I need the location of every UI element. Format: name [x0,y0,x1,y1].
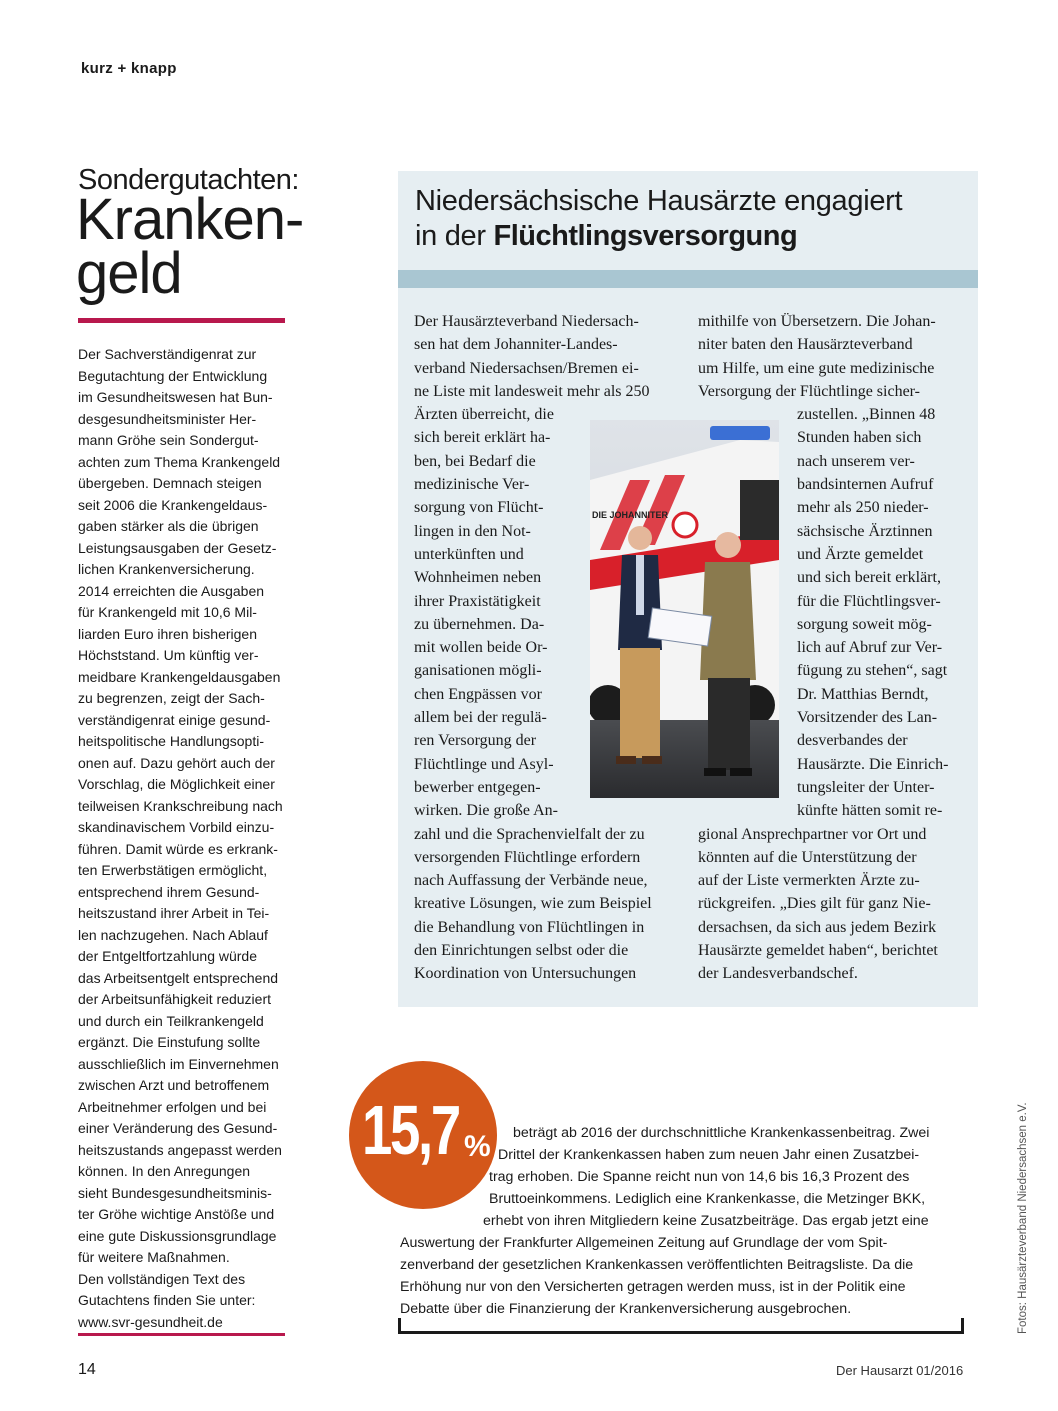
sidebar-rule-top [78,318,285,323]
sidebar-body-line: gaben stärker als die übrigen [78,518,259,534]
article-line: nach unserem ver- [797,452,915,470]
stat-text-line: erhebt von ihren Mitgliedern keine Zusatzbeiträge. Das ergab jetzt eine [483,1213,929,1229]
sidebar-body-line: ten Erwerbstätigen ermöglicht, [78,862,268,878]
stat-text-line: zenverband der gesetzlichen Krankenkassen veröffentlichten Beitragsliste. Da die [400,1257,914,1273]
sidebar-body-line: Höchststand. Um künftig ver- [78,647,259,663]
stat-text-line: Auswertung der Frankfurter Allgemeinen Zeitung auf Grundlage der vom Spit- [400,1235,888,1251]
sidebar-title-line: geld [76,241,182,306]
sidebar-body-line: der Entgeltfortzahlung würde [78,948,257,964]
article-line: ne Liste mit landesweit mehr als 250 [414,382,650,400]
article-line: lich auf Abruf zur Ver- [797,639,943,657]
article-line: zustellen. „Binnen 48 [797,406,936,424]
article-line: bewerber entgegen- [414,778,541,796]
article-line: Stunden haben sich [797,429,922,447]
article-line: für die Flüchtlingsver- [797,592,941,610]
article-line: Ärzten überreicht, die [414,406,554,424]
sidebar-body-line: heitszustands angepasst werden [78,1141,282,1158]
stat-bracket [398,1331,964,1334]
sidebar-body-line: übergeben. Demnach steigen [78,475,262,491]
article-line: zu übernehmen. Da- [414,615,545,633]
sidebar-body-line: skandinavischem Vorbild einzu- [78,819,275,835]
article-line: Vorsitzender des Lan- [797,709,938,727]
article-title-bar [398,270,978,288]
sidebar-body-line: führen. Damit würde es erkrank- [78,840,278,857]
article-line: rückgreifen. „Dies gilt für ganz Nie- [698,895,931,913]
article-line: desverbandes der [797,732,908,750]
stat-text-line: Drittel der Krankenkassen haben zum neuen Jahr einen Zusatzbei- [498,1147,920,1163]
sidebar-body-line: das Arbeitsentgelt entsprechend [78,969,279,986]
sidebar-body-line: Gutachtens finden Sie unter: [78,1292,256,1308]
article-line: ren Versorgung der [414,732,537,750]
article-line: mithilfe von Übersetzern. Die Johan- [698,313,936,330]
sidebar-body-line: ter Gröhe wichtige Anstöße und [78,1206,275,1222]
sidebar-body [78,344,290,1333]
article-line: den Einrichtungen selbst oder die [414,942,629,960]
sidebar-body-line: mann Gröhe sein Sondergut- [78,432,259,448]
stat-text-line: Debatte über die Finanzierung der Krankenversicherung ausgebrochen. [400,1301,852,1317]
article-line: sich bereit erklärt ha- [414,429,551,447]
stat-text-line: trag erhoben. Die Spanne reicht nun von 14,6 bis 16,3 Prozent des [489,1169,910,1185]
sidebar-body-line: teilweisen Krankschreibung nach [78,797,283,814]
article-line: unterkünften und [414,545,524,563]
sidebar-body-line: zu begrenzen, zeigt der Sach- [78,690,265,706]
article-line: zahl und die Sprachenvielfalt der zu [414,825,645,843]
sidebar-body-line: Den vollständigen Text des [78,1270,246,1287]
sidebar-body-line: im Gesundheitswesen hat Bun- [78,389,273,405]
article-line: Flüchtlinge und Asyl- [414,755,554,773]
sidebar-body-line: ausschließlich im Einvernehmen [78,1055,279,1072]
article-line: chen Engpässen vor [414,685,542,703]
sidebar-body-line: für weitere Maßnahmen. [78,1249,230,1265]
sidebar-title-line: Kranken- [76,187,304,252]
article-title-line1: Niedersächsische Hausärzte engagiert [415,185,903,217]
photo-vehicle-text: DIE JOHANNITER [592,510,669,520]
photo-credit: Fotos: Hausärzteverband Niedersachsen e.V. [1017,1102,1029,1334]
sidebar-body-line: einer Veränderung des Gesund- [78,1120,278,1136]
article-line: Hausärzte gemeldet haben“, berichtet [698,942,938,960]
sidebar-body-line: desgesundheitsminister Her- [78,410,257,427]
article-line: ganisationen mögli- [414,662,542,680]
sidebar-body-line: Vorschlag, die Möglichkeit einer [78,776,275,792]
article-line: mehr als 250 nieder- [797,499,929,517]
sidebar-body-line: Der Sachverständigenrat zur [78,346,257,362]
stat-unit: % [464,1130,491,1163]
article-line: sen hat dem Johanniter-Landes- [414,336,618,354]
article-title-bold: Flüchtlingsversorgung [493,220,798,252]
article-line: sorgung von Flücht- [414,499,544,517]
stat-text-line: Bruttoeinkommens. Lediglich eine Krankenkasse, die Metzinger BKK, [489,1191,926,1207]
article-line: versorgenden Flüchtlinge erfordern [414,848,641,866]
article-line: mit wollen beide Or- [414,639,548,657]
article-line: dersachsen, da sich aus jedem Bezirk [698,918,937,936]
article-line: Der Hausärzteverband Niedersach- [414,313,639,330]
sidebar-body-line: lichen Krankenversicherung. [78,561,255,577]
stat-bracket-left [398,1318,401,1334]
sidebar-body-line: Arbeitnehmer erfolgen und bei [78,1098,267,1115]
article-title [415,184,975,254]
article-line: sorgung soweit mög- [797,615,932,633]
article-line: Dr. Matthias Berndt, [797,685,929,703]
article-line: lingen in den Not- [414,522,531,540]
article-line: um Hilfe, um eine gute medizinische [698,359,935,377]
article-line: nach Auffassung der Verbände neue, [414,872,648,890]
article-line: fügung zu stehen“, sagt [797,662,948,680]
sidebar-body-line: 2014 erreichten die Ausgaben [78,582,265,599]
sidebar-body-line: zwischen Arzt und betroffenem [78,1077,270,1093]
article-line: verband Niedersachsen/Bremen ei- [414,359,639,377]
article-line: Versorgung der Flüchtlinge sicher- [698,382,920,400]
article-line: künfte hätten somit re- [797,802,943,820]
article-line: ihrer Praxistätigkeit [414,592,541,610]
stat-text [400,1122,965,1320]
article-line: Hausärzte. Die Einrich- [797,755,949,773]
sidebar-body-line: verständigenrat einige gesund- [78,711,271,728]
article-title-prefix: in der [415,220,494,252]
sidebar-body-line: www.svr-gesundheit.de [78,1313,223,1330]
sidebar-body-line: seit 2006 die Krankengeldaus- [78,496,268,513]
article-line: allem bei der regulä- [414,709,547,727]
sidebar-body-line: Leistungsausgaben der Gesetz- [78,539,277,556]
stat-bracket-right [961,1318,964,1334]
sidebar-body-line: ergänzt. Die Einstufung sollte [78,1034,261,1050]
sidebar-rule-bottom [78,1333,285,1336]
article-line: der Landesverbandschef. [698,965,858,983]
article-line: bandsinternen Aufruf [797,476,934,494]
article-title-line2 [415,219,975,254]
page-number: 14 [78,1361,96,1378]
article-line: und Ärzte gemeldet [797,545,924,563]
sidebar-body-line: entsprechend ihrem Gesund- [78,883,260,900]
article-line: gional Ansprechpartner vor Ort und [698,825,927,843]
journal-name: Der Hausarzt 01/2016 [836,1363,964,1378]
section-label: kurz + knapp [81,60,177,77]
sidebar-body-line: heitspolitische Handlungsopti- [78,733,264,749]
article-photo [590,420,779,798]
sidebar-body-line: meidbare Krankengeldausgaben [78,668,281,685]
sidebar-body-line: für Krankengeld mit 10,6 Mil- [78,604,257,620]
sidebar-body-line: eine gute Diskussionsgrundlage [78,1227,277,1244]
sidebar-body-line: und durch ein Teilkrankengeld [78,1012,264,1029]
article-line: wirken. Die große An- [414,802,558,820]
article-line: sächsische Ärztinnen [797,522,933,540]
article-line: kreative Lösungen, wie zum Beispiel [414,895,652,913]
article-line: und sich bereit erklärt, [797,569,941,587]
sidebar-body-line: liarden Euro ihren bisherigen [78,625,257,642]
sidebar-kicker: Sondergutachten: [78,164,299,196]
article-line: Koordination von Untersuchungen [414,965,637,983]
sidebar-body-line: heitszustand ihrer Arbeit in Tei- [78,905,270,921]
sidebar-body-line: der Arbeitsunfähigkeit reduziert [78,991,271,1007]
article-line: tungsleiter der Unter- [797,778,935,796]
article-line: auf der Liste vermerkten Ärzte zu- [698,872,920,890]
sidebar-body-line: können. In den Anregungen [78,1163,251,1179]
stat-text-line: Erhöhung nur von den Versicherten getragen werden muss, ist in der Politik eine [400,1279,906,1295]
stat-number: 15,7 [362,1091,459,1169]
stat-text-line: beträgt ab 2016 der durchschnittliche Krankenkassenbeitrag. Zwei [513,1125,930,1141]
sidebar-body-line: achten zum Thema Krankengeld [78,453,281,470]
article-line: Wohnheimen neben [414,569,542,587]
sidebar-body-line: sieht Bundesgesundheitsminis- [78,1184,272,1201]
sidebar-body-line: onen auf. Dazu gehört auch der [78,754,275,771]
article-line: ben, bei Bedarf die [414,452,536,470]
sidebar-body-line: len nachzugehen. Nach Ablauf [78,926,268,943]
article-line: könnten auf die Unterstützung der [698,848,917,866]
article-line: niter baten den Hausärzteverband [698,336,913,354]
article-line: medizinische Ver- [414,476,530,494]
sidebar-title [76,187,316,306]
article-line: die Behandlung von Flüchtlingen in [414,918,645,936]
sidebar-body-line: Begutachtung der Entwicklung [78,367,268,384]
